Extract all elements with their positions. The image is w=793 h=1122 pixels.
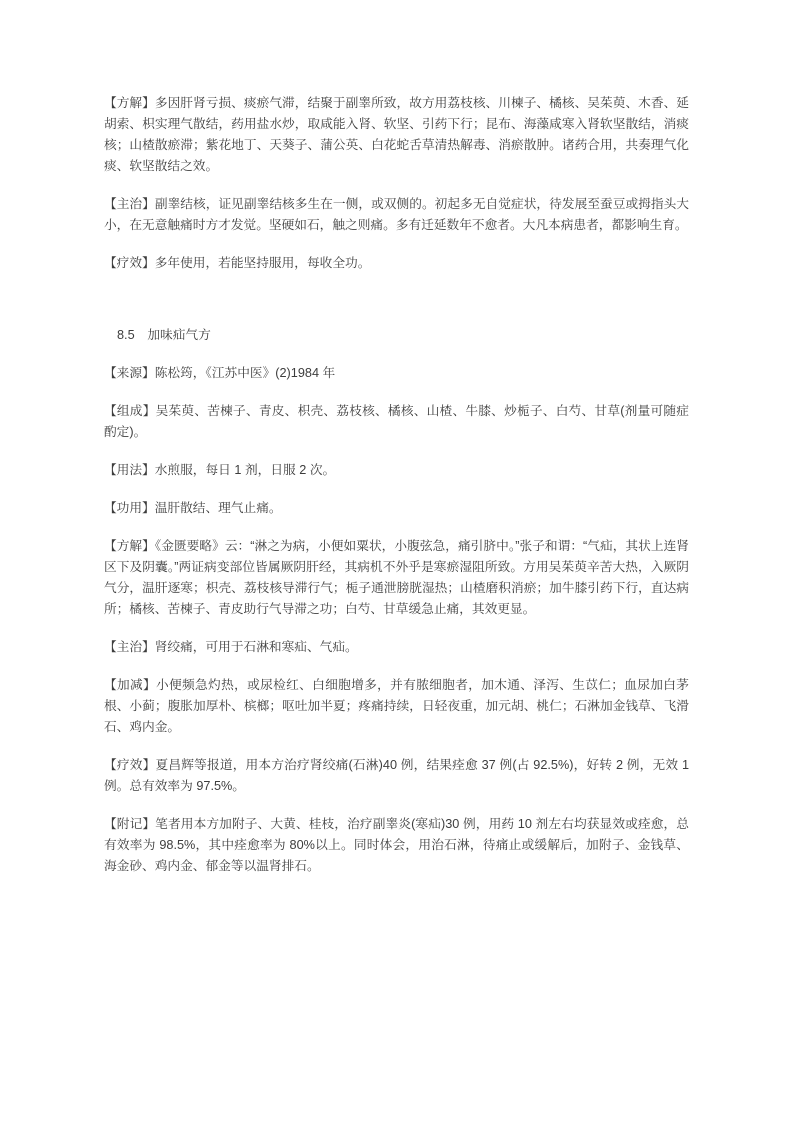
paragraph-5: 【来源】陈松筠，《江苏中医》(2)1984 年 xyxy=(104,366,336,380)
paragraph-12: 【疗效】夏昌辉等报道，用本方治疗肾绞痛(石淋)40 例，结果痊愈 37 例(占 92.5%)，好转 2 例，无效 1 例。总有效率为 97.5%。 xyxy=(104,758,689,793)
section-heading: 8.5 加味疝气方 xyxy=(117,328,211,342)
document-content xyxy=(104,93,689,894)
paragraph-8: 【功用】温肝散结、理气止痛。 xyxy=(104,501,282,515)
paragraph-10: 【主治】肾绞痛，可用于石淋和寒疝、气疝。 xyxy=(104,640,358,654)
paragraph-2: 【主治】副睾结核，证见副睾结核多生在一侧，或双侧的。初起多无自觉症状，待发展至蚕豆或拇指头大小，在无意触痛时方才发觉。坚硬如石，触之则痛。多有迁延数年不愈者。大凡本病患者，都影响生育。 xyxy=(104,197,689,232)
paragraph-6: 【组成】吴茱萸、苦楝子、青皮、枳壳、荔枝核、橘核、山楂、牛膝、炒栀子、白芍、甘草(剂量可随症酌定)。 xyxy=(104,404,689,439)
paragraph-7: 【用法】水煎服，每日 1 剂，日服 2 次。 xyxy=(104,463,336,477)
paragraph-3: 【疗效】多年使用，若能坚持服用，每收全功。 xyxy=(104,256,371,270)
paragraph-11: 【加减】小便频急灼热，或尿检红、白细胞增多，并有脓细胞者，加木通、泽泻、生苡仁；血尿加白茅根、小蓟；腹胀加厚朴、槟榔；呕吐加半夏；疼痛持续，日轻夜重，加元胡、桃仁；石淋加金钱草、飞滑石、鸡内金。 xyxy=(104,678,689,734)
paragraph-9: 【方解】《金匮要略》云：“淋之为病，小便如粟状，小腹弦急，痛引脐中。”张子和谓：“气疝，其状上连肾区下及阴囊。”两证病变部位皆属厥阴肝经，其病机不外乎是寒瘀湿阻所致。方用吴茱萸辛苦大热，入厥阴气分，温肝逐寒；枳壳、荔枝核导滞行气；栀子通泄膀胱湿热；山楂磨积消瘀；加牛膝引药下行，直达病所；橘核、苦楝子、青皮助行气导滞之功；白芍、甘草缓急止痛，其效更显。 xyxy=(104,539,689,616)
paragraph-1: 【方解】多因肝肾亏损、痰瘀气滞，结聚于副睾所致，故方用荔枝核、川楝子、橘核、吴茱萸、木香、延胡索、枳实理气散结，药用盐水炒，取咸能入肾、软坚、引药下行；昆布、海藻咸寒入肾软坚散结，消痰核；山楂散瘀滞；紫花地丁、天葵子、蒲公英、白花蛇舌草清热解毒、消瘀散肿。诸药合用，共奏理气化痰、软坚散结之效。 xyxy=(104,96,689,173)
paragraph-13: 【附记】笔者用本方加附子、大黄、桂枝，治疗副睾炎(寒疝)30 例，用药 10 剂左右均获显效或痊愈，总有效率为 98.5%，其中痊愈率为 80%以上。同时体会，用治石淋，待痛止或缓解后，加附子、金钱草、海金砂、鸡内金、郁金等以温肾排石。 xyxy=(104,817,689,873)
